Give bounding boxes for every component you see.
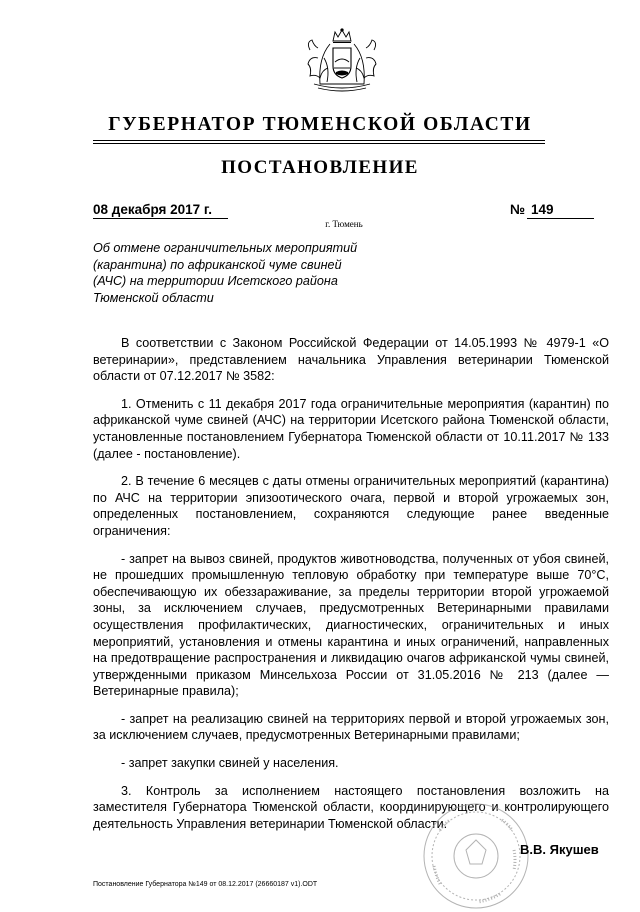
restriction-item: - запрет закупки свиней у населения.	[121, 756, 339, 771]
decree-body	[93, 335, 609, 843]
clause-3-paragraph: 3. Контроль за исполнением настоящего постановления возложить на заместителя Губернатора Тюменской области, координирующего и контролирующего деятельность Управления ветеринарии Тюменской области.	[93, 783, 609, 831]
decree-subject: Об отмене ограничительных мероприятий (карантина) по африканской чуме свиней (АЧС) на территории Исетского района Тюменской области	[93, 241, 358, 305]
header-divider-top	[93, 140, 545, 141]
document-type-title: ПОСТАНОВЛЕНИЕ	[221, 157, 419, 178]
preamble-paragraph: В соответствии с Законом Российской Федерации от 14.05.1993 № 4979-1 «О ветеринарии», представлением начальника Управления ветеринарии Тюменской области от 07.12.2017 № 3582:	[93, 336, 609, 384]
authority-title: ГУБЕРНАТОР ТЮМЕНСКОЙ ОБЛАСТИ	[108, 114, 532, 135]
number-label: №	[510, 202, 526, 217]
clause-2-paragraph: 2. В течение 6 месяцев с даты отмены ограничительных мероприятий (карантина) по АЧС на территории эпизоотического очага, первой и второй угрожаемых зон, определенных постановлением, сохраняются следующие ранее введенные ограничения:	[93, 474, 609, 538]
restriction-item: - запрет на вывоз свиней, продуктов животноводства, полученных от убоя свиней, не прошедших промышленную тепловую обработку при температуре выше 70°С, обеспечивающую их обеззараживание, за пределы территории второй угрожаемой зоны, за исключением случаев, предусмотренных Ветеринарными правилами осуществления профилактических, диагностических, ограничительных и иных мероприятий, установления и отмены карантина и иных ограничений, направленных на предотвращение распространения и ликвидацию очагов африканской чумы свиней, утвержденными приказом Минсельхоза России от 31.05.2016 № 213 (далее — Ветеринарные правила);	[93, 551, 609, 699]
header-divider-bottom	[93, 143, 545, 144]
document-footer: Постановление Губернатора №149 от 08.12.2017 (26660187 v1).ODT	[93, 881, 318, 888]
signer-name: В.В. Якушев	[520, 842, 599, 857]
city-label: г. Тюмень	[325, 219, 363, 229]
coat-of-arms-emblem	[300, 28, 384, 94]
decree-date: 08 декабря 2017 г.	[93, 202, 212, 217]
clause-1-paragraph: 1. Отменить с 11 декабря 2017 года ограничительные мероприятия (карантин) по африканской чуме свиней (АЧС) на территории Исетского района Тюменской области, установленные постановлением Губернатора Тюменской области от 10.11.2017 № 133 (далее - постановление).	[93, 396, 609, 461]
decree-number: 149	[531, 202, 554, 217]
restriction-item: - запрет на реализацию свиней на территориях первой и второй угрожаемых зон, за исключением случаев, предусмотренных Ветеринарными правилами;	[93, 711, 609, 743]
official-seal-stamp	[420, 800, 532, 912]
